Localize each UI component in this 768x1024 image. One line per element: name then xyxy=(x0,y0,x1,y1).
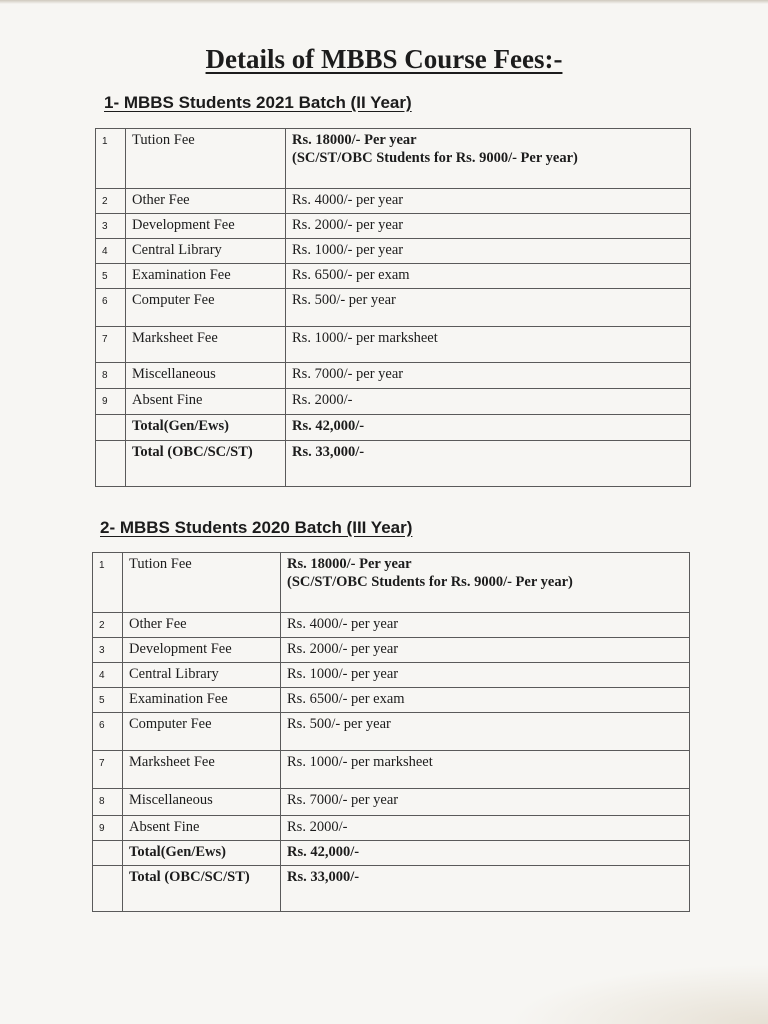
fee-table-2020 xyxy=(92,552,690,912)
table-row xyxy=(93,789,690,816)
table-row xyxy=(96,214,691,239)
row-number: 3 xyxy=(96,214,126,239)
row-number: 6 xyxy=(96,289,126,327)
fee-amount: Rs. 7000/- per year xyxy=(281,789,690,816)
row-number: 4 xyxy=(93,663,123,688)
fee-amount-note: (SC/ST/OBC Students for Rs. 9000/- Per year) xyxy=(292,150,578,166)
table-row xyxy=(93,553,690,613)
fee-item: Computer Fee xyxy=(123,713,281,751)
fee-amount: Rs. 6500/- per exam xyxy=(281,688,690,713)
fee-amount: Rs. 2000/- per year xyxy=(281,638,690,663)
fee-item: Development Fee xyxy=(126,214,286,239)
row-number: 8 xyxy=(93,789,123,816)
total-label: Total (OBC/SC/ST) xyxy=(126,441,286,487)
fee-amount: Rs. 2000/- xyxy=(286,389,691,415)
row-number: 7 xyxy=(96,327,126,363)
fee-item: Absent Fine xyxy=(123,816,281,841)
table-row xyxy=(93,613,690,638)
table-row xyxy=(96,389,691,415)
fee-amount: Rs. 500/- per year xyxy=(286,289,691,327)
total-amount: Rs. 33,000/- xyxy=(286,441,691,487)
row-number: 9 xyxy=(93,816,123,841)
fee-item: Other Fee xyxy=(126,189,286,214)
fee-item: Central Library xyxy=(123,663,281,688)
fee-amount: Rs. 500/- per year xyxy=(281,713,690,751)
fee-amount xyxy=(286,129,691,189)
page-top-edge xyxy=(0,0,768,4)
fee-amount: Rs. 6500/- per exam xyxy=(286,264,691,289)
table-row xyxy=(93,688,690,713)
total-row xyxy=(93,866,690,912)
row-number: 3 xyxy=(93,638,123,663)
fee-item: Examination Fee xyxy=(126,264,286,289)
fee-amount: Rs. 4000/- per year xyxy=(286,189,691,214)
fee-item: Examination Fee xyxy=(123,688,281,713)
fee-amount-main: Rs. 18000/- Per year xyxy=(287,556,412,572)
row-number: 4 xyxy=(96,239,126,264)
fee-item: Other Fee xyxy=(123,613,281,638)
row-number: 2 xyxy=(96,189,126,214)
fee-item: Miscellaneous xyxy=(126,363,286,389)
total-amount: Rs. 33,000/- xyxy=(281,866,690,912)
fee-item: Central Library xyxy=(126,239,286,264)
fee-amount: Rs. 2000/- per year xyxy=(286,214,691,239)
fee-item: Development Fee xyxy=(123,638,281,663)
page-title: Details of MBBS Course Fees:- xyxy=(205,44,563,74)
total-amount: Rs. 42,000/- xyxy=(281,841,690,866)
fee-item: Tution Fee xyxy=(126,129,286,189)
table-row xyxy=(93,663,690,688)
fee-amount: Rs. 1000/- per year xyxy=(286,239,691,264)
row-number: 7 xyxy=(93,751,123,789)
table-row xyxy=(96,189,691,214)
row-number: 8 xyxy=(96,363,126,389)
fee-item: Absent Fine xyxy=(126,389,286,415)
fee-amount: Rs. 1000/- per year xyxy=(281,663,690,688)
section-heading-2021: 1- MBBS Students 2021 Batch (II Year) xyxy=(104,93,412,112)
fee-amount-main: Rs. 18000/- Per year xyxy=(292,132,417,148)
table-row xyxy=(96,363,691,389)
fee-item: Computer Fee xyxy=(126,289,286,327)
total-label: Total (OBC/SC/ST) xyxy=(123,866,281,912)
table-row xyxy=(93,751,690,789)
table-row xyxy=(96,264,691,289)
row-number: 5 xyxy=(96,264,126,289)
table-row xyxy=(96,129,691,189)
fee-item: Marksheet Fee xyxy=(123,751,281,789)
fee-amount: Rs. 7000/- per year xyxy=(286,363,691,389)
row-number: 1 xyxy=(96,129,126,189)
row-number: 5 xyxy=(93,688,123,713)
total-label: Total(Gen/Ews) xyxy=(123,841,281,866)
fee-item: Miscellaneous xyxy=(123,789,281,816)
fee-table-2021 xyxy=(95,128,691,487)
section-heading-2020: 2- MBBS Students 2020 Batch (III Year) xyxy=(100,518,413,537)
row-number: 6 xyxy=(93,713,123,751)
table-row xyxy=(96,327,691,363)
fee-item: Marksheet Fee xyxy=(126,327,286,363)
fee-amount: Rs. 4000/- per year xyxy=(281,613,690,638)
fee-amount: Rs. 1000/- per marksheet xyxy=(286,327,691,363)
page-shadow xyxy=(508,964,768,1024)
table-row xyxy=(96,289,691,327)
table-row xyxy=(93,638,690,663)
fee-amount xyxy=(281,553,690,613)
row-number: 9 xyxy=(96,389,126,415)
fee-amount: Rs. 2000/- xyxy=(281,816,690,841)
row-number: 1 xyxy=(93,553,123,613)
fee-amount: Rs. 1000/- per marksheet xyxy=(281,751,690,789)
fee-amount-note: (SC/ST/OBC Students for Rs. 9000/- Per year) xyxy=(287,574,573,590)
table-row xyxy=(93,713,690,751)
table-row xyxy=(93,816,690,841)
total-amount: Rs. 42,000/- xyxy=(286,415,691,441)
total-row xyxy=(96,441,691,487)
fee-item: Tution Fee xyxy=(123,553,281,613)
table-row xyxy=(96,239,691,264)
total-row xyxy=(93,841,690,866)
row-number: 2 xyxy=(93,613,123,638)
total-label: Total(Gen/Ews) xyxy=(126,415,286,441)
total-row xyxy=(96,415,691,441)
